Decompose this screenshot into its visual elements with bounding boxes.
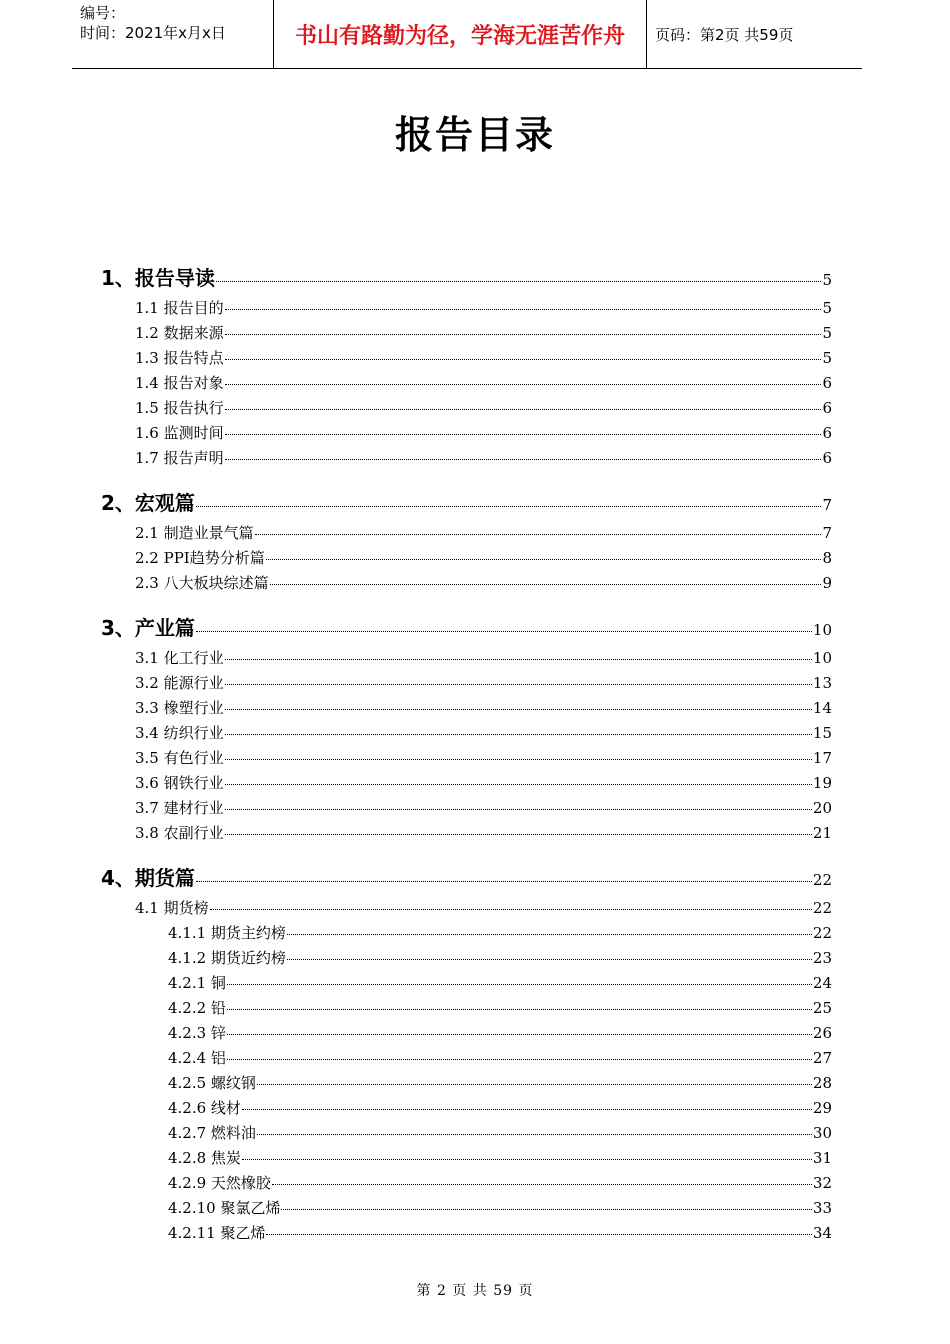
toc-dot-leader: [255, 533, 822, 535]
toc-entry[interactable]: [101, 612, 832, 641]
toc-entry[interactable]: [135, 322, 832, 343]
toc-entry[interactable]: [135, 372, 832, 393]
toc-entry-label: 4.2.10 聚氯乙烯: [168, 1199, 281, 1217]
toc-dot-leader: [196, 630, 812, 632]
toc-dot-leader: [225, 783, 812, 785]
toc-entry-page: 19: [812, 774, 832, 792]
header-meta: [72, 0, 274, 68]
toc-entry[interactable]: [135, 347, 832, 368]
toc-dot-leader: [227, 983, 812, 985]
toc-dot-leader: [225, 833, 812, 835]
toc-entry-page: 15: [812, 724, 832, 742]
toc-dot-leader: [287, 933, 812, 935]
toc-entry[interactable]: [135, 822, 832, 843]
toc-entry-page: 28: [812, 1074, 832, 1092]
toc-entry-page: 8: [822, 549, 832, 567]
toc-entry-page: 22: [812, 924, 832, 942]
toc-entry-page: 31: [812, 1149, 832, 1167]
toc-entry-label: 4.1.1 期货主约榜: [168, 924, 286, 942]
page-footer: 第 2 页 共 59 页: [416, 1283, 534, 1299]
toc-entry-page: 32: [812, 1174, 832, 1192]
toc-entry-page: 20: [812, 799, 832, 817]
toc-entry-page: 21: [812, 824, 832, 842]
toc-entry-page: 7: [822, 524, 832, 542]
toc-entry[interactable]: [168, 1197, 832, 1218]
toc-entry-label: 4.2.11 聚乙烯: [168, 1224, 266, 1242]
toc-entry-page: 5: [822, 324, 832, 342]
toc-entry-page: 27: [812, 1049, 832, 1067]
toc-entry[interactable]: [135, 547, 832, 568]
number-label: 编号：: [80, 4, 126, 22]
toc-entry-page: 17: [812, 749, 832, 767]
toc-entry[interactable]: [168, 1172, 832, 1193]
toc-entry-label: 3.4 纺织行业: [135, 724, 224, 742]
toc-entry-label: 4.2.7 燃料油: [168, 1124, 256, 1142]
toc-entry-page: 10: [812, 621, 832, 639]
toc-dot-leader: [210, 908, 812, 910]
toc-entry-page: 6: [822, 424, 832, 442]
toc-dot-leader: [225, 383, 822, 385]
toc-entry[interactable]: [101, 862, 832, 891]
toc-entry[interactable]: [135, 647, 832, 668]
toc-entry[interactable]: [135, 697, 832, 718]
toc-entry[interactable]: [135, 672, 832, 693]
header-page-info: 页码：第2页 共59页: [655, 25, 794, 44]
toc-entry[interactable]: [168, 1097, 832, 1118]
toc-dot-leader: [225, 308, 822, 310]
toc-dot-leader: [225, 408, 822, 410]
toc-entry[interactable]: [168, 997, 832, 1018]
toc-entry-label: 3.2 能源行业: [135, 674, 224, 692]
toc-entry-page: 10: [812, 649, 832, 667]
toc-entry-page: 23: [812, 949, 832, 967]
toc-dot-leader: [242, 1158, 812, 1160]
toc-dot-leader: [281, 1208, 811, 1210]
toc-entry-label: 1.1 报告目的: [135, 299, 224, 317]
toc-entry-label: 2.3 八大板块综述篇: [135, 574, 269, 592]
page-header: [72, 0, 862, 69]
toc-entry-label: 4.2.3 锌: [168, 1024, 226, 1042]
toc-entry-label: 4.2.6 线材: [168, 1099, 241, 1117]
header-motto: 书山有路勤为径，学海无涯苦作舟: [274, 0, 647, 68]
toc-entry-label: 2.1 制造业景气篇: [135, 524, 254, 542]
toc-entry-label: 1.5 报告执行: [135, 399, 224, 417]
toc-dot-leader: [225, 683, 812, 685]
toc-entry-page: 30: [812, 1124, 832, 1142]
toc-dot-leader: [216, 280, 822, 282]
toc-entry[interactable]: [135, 797, 832, 818]
toc-entry[interactable]: [168, 1047, 832, 1068]
toc-entry-label: 1.3 报告特点: [135, 349, 224, 367]
toc-entry-label: 3、产业篇: [101, 616, 195, 640]
toc-dot-leader: [227, 1008, 812, 1010]
toc-entry[interactable]: [168, 1222, 832, 1243]
toc-entry[interactable]: [135, 447, 832, 468]
toc-dot-leader: [225, 808, 812, 810]
toc-dot-leader: [287, 958, 812, 960]
page-title: 报告目录: [394, 113, 555, 157]
toc-entry-label: 3.8 农副行业: [135, 824, 224, 842]
toc-dot-leader: [225, 708, 812, 710]
toc-entry-page: 13: [812, 674, 832, 692]
toc-entry-label: 3.3 橡塑行业: [135, 699, 224, 717]
toc-entry-label: 2、宏观篇: [101, 491, 195, 515]
toc-entry-page: 7: [822, 496, 832, 514]
toc-entry-page: 22: [812, 899, 832, 917]
toc-entry[interactable]: [135, 747, 832, 768]
toc-dot-leader: [225, 433, 822, 435]
toc-entry[interactable]: [168, 922, 832, 943]
toc-entry[interactable]: [135, 422, 832, 443]
toc-entry-label: 2.2 PPI趋势分析篇: [135, 549, 265, 567]
toc-dot-leader: [270, 583, 822, 585]
toc-dot-leader: [225, 658, 812, 660]
toc-entry-page: 14: [812, 699, 832, 717]
toc-entry-page: 26: [812, 1024, 832, 1042]
toc-entry-page: 6: [822, 449, 832, 467]
toc-entry-page: 5: [822, 299, 832, 317]
toc-entry[interactable]: [135, 722, 832, 743]
toc-entry-page: 6: [822, 374, 832, 392]
toc-entry-label: 1.7 报告声明: [135, 449, 224, 467]
toc-entry[interactable]: [168, 947, 832, 968]
toc-dot-leader: [196, 505, 822, 507]
toc-dot-leader: [196, 880, 812, 882]
toc-dot-leader: [225, 758, 812, 760]
toc-dot-leader: [257, 1083, 812, 1085]
toc-entry-page: 33: [812, 1199, 832, 1217]
toc-entry-page: 6: [822, 399, 832, 417]
toc-entry[interactable]: [168, 972, 832, 993]
toc-entry-label: 3.5 有色行业: [135, 749, 224, 767]
toc-entry[interactable]: [135, 397, 832, 418]
toc-dot-leader: [225, 358, 822, 360]
toc-dot-leader: [227, 1058, 812, 1060]
toc-dot-leader: [266, 558, 822, 560]
toc-entry[interactable]: [135, 297, 832, 318]
toc-entry-page: 22: [812, 871, 832, 889]
toc-entry-page: 5: [822, 349, 832, 367]
toc-entry-label: 4.2.9 天然橡胶: [168, 1174, 271, 1192]
toc-entry-label: 1、报告导读: [101, 266, 215, 290]
toc-entry[interactable]: [101, 262, 832, 291]
toc-entry-label: 4.2.4 铝: [168, 1049, 226, 1067]
toc-entry-label: 3.6 钢铁行业: [135, 774, 224, 792]
toc-entry-label: 4.2.1 铜: [168, 974, 226, 992]
toc-entry-label: 4.1.2 期货近约榜: [168, 949, 286, 967]
toc-entry-page: 34: [812, 1224, 832, 1242]
toc-entry[interactable]: [168, 1122, 832, 1143]
toc-entry-label: 3.1 化工行业: [135, 649, 224, 667]
toc-dot-leader: [257, 1133, 812, 1135]
toc-dot-leader: [266, 1233, 811, 1235]
toc-entry[interactable]: [135, 897, 832, 918]
toc-entry-label: 4、期货篇: [101, 866, 195, 890]
toc-entry-label: 4.2.8 焦炭: [168, 1149, 241, 1167]
toc-entry-label: 4.2.5 螺纹钢: [168, 1074, 256, 1092]
toc-entry-page: 5: [822, 271, 832, 289]
toc-entry[interactable]: [135, 522, 832, 543]
toc-entry-page: 24: [812, 974, 832, 992]
toc-dot-leader: [242, 1108, 812, 1110]
toc-entry-label: 4.2.2 铅: [168, 999, 226, 1017]
toc-dot-leader: [227, 1033, 812, 1035]
toc-dot-leader: [225, 458, 822, 460]
toc-entry[interactable]: [168, 1147, 832, 1168]
toc-entry-label: 3.7 建材行业: [135, 799, 224, 817]
toc-entry-page: 25: [812, 999, 832, 1017]
toc-dot-leader: [225, 733, 812, 735]
toc-dot-leader: [225, 333, 822, 335]
toc-entry-label: 4.1 期货榜: [135, 899, 209, 917]
toc-entry-label: 1.6 监测时间: [135, 424, 224, 442]
toc-dot-leader: [272, 1183, 812, 1185]
toc-entry-page: 29: [812, 1099, 832, 1117]
toc-entry-label: 1.4 报告对象: [135, 374, 224, 392]
toc-entry[interactable]: [135, 772, 832, 793]
time-label: 时间：2021年x月x日: [80, 24, 226, 42]
toc-entry-label: 1.2 数据来源: [135, 324, 224, 342]
toc-entry[interactable]: [135, 572, 832, 593]
toc-entry[interactable]: [101, 487, 832, 516]
toc-entry[interactable]: [168, 1072, 832, 1093]
toc-entry-page: 9: [822, 574, 832, 592]
toc-entry[interactable]: [168, 1022, 832, 1043]
